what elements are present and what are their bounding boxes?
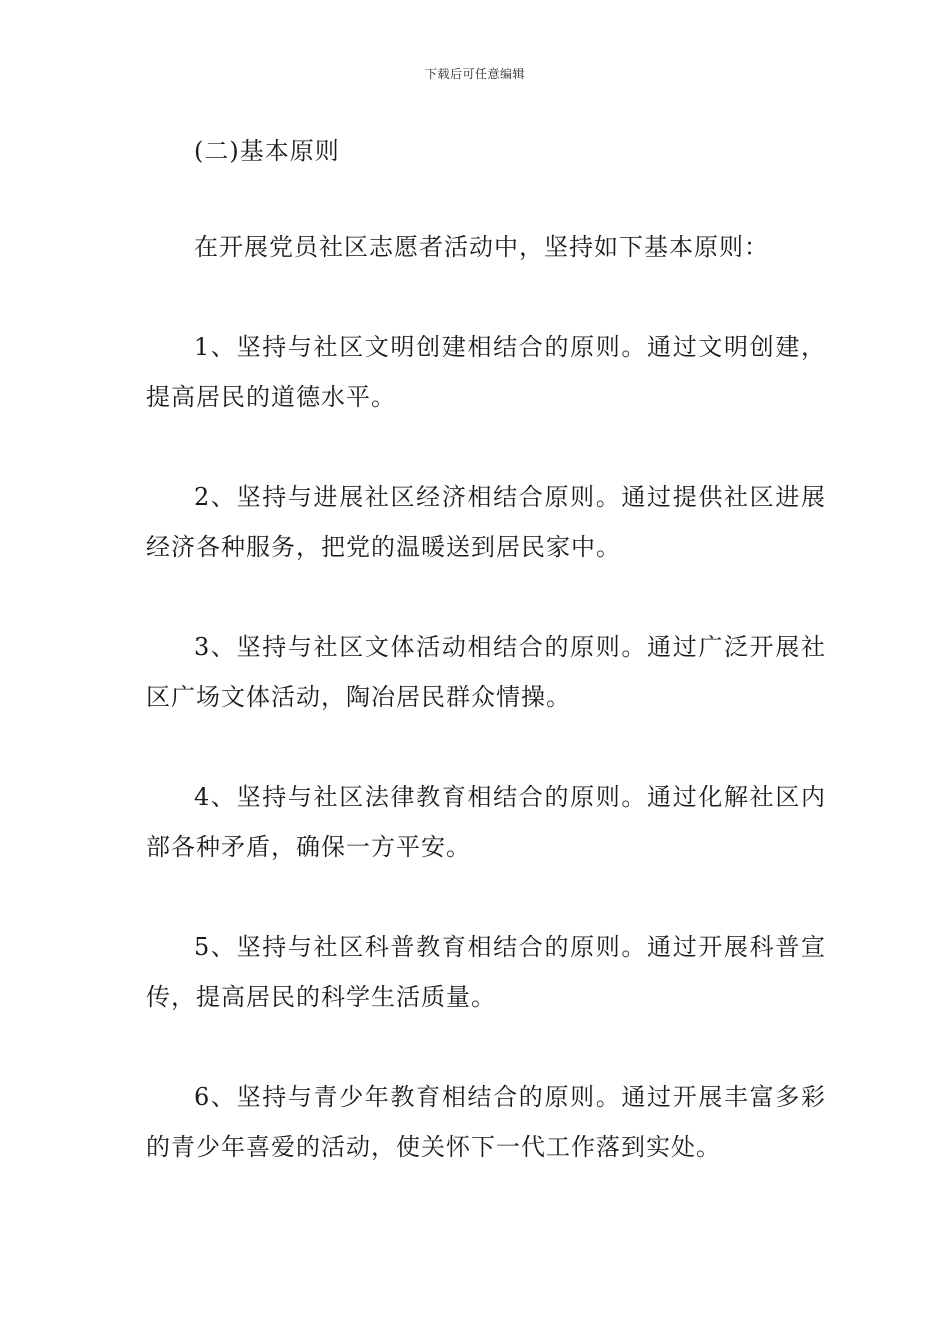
document-body (146, 126, 826, 1222)
principle-paragraph-6: 6、坚持与青少年教育相结合的原则。通过开展丰富多彩的青少年喜爱的活动，使关怀下一代工作落到实处。 (146, 1083, 826, 1161)
intro-paragraph: 在开展党员社区志愿者活动中，坚持如下基本原则： (194, 233, 769, 261)
principle-paragraph-5: 5、坚持与社区科普教育相结合的原则。通过开展科普宣传，提高居民的科学生活质量。 (146, 933, 826, 1011)
principle-paragraph-1: 1、坚持与社区文明创建相结合的原则。通过文明创建，提高居民的道德水平。 (146, 333, 826, 411)
header-note: 下载后可任意编辑 (424, 67, 525, 81)
section-title: (二)基本原则 (194, 137, 340, 165)
principle-paragraph-3: 3、坚持与社区文体活动相结合的原则。通过广泛开展社区广场文体活动，陶冶居民群众情操。 (146, 633, 826, 711)
principle-paragraph-4: 4、坚持与社区法律教育相结合的原则。通过化解社区内部各种矛盾，确保一方平安。 (146, 783, 826, 861)
principle-paragraph-2: 2、坚持与进展社区经济相结合原则。通过提供社区进展经济各种服务，把党的温暖送到居民家中。 (146, 483, 826, 561)
